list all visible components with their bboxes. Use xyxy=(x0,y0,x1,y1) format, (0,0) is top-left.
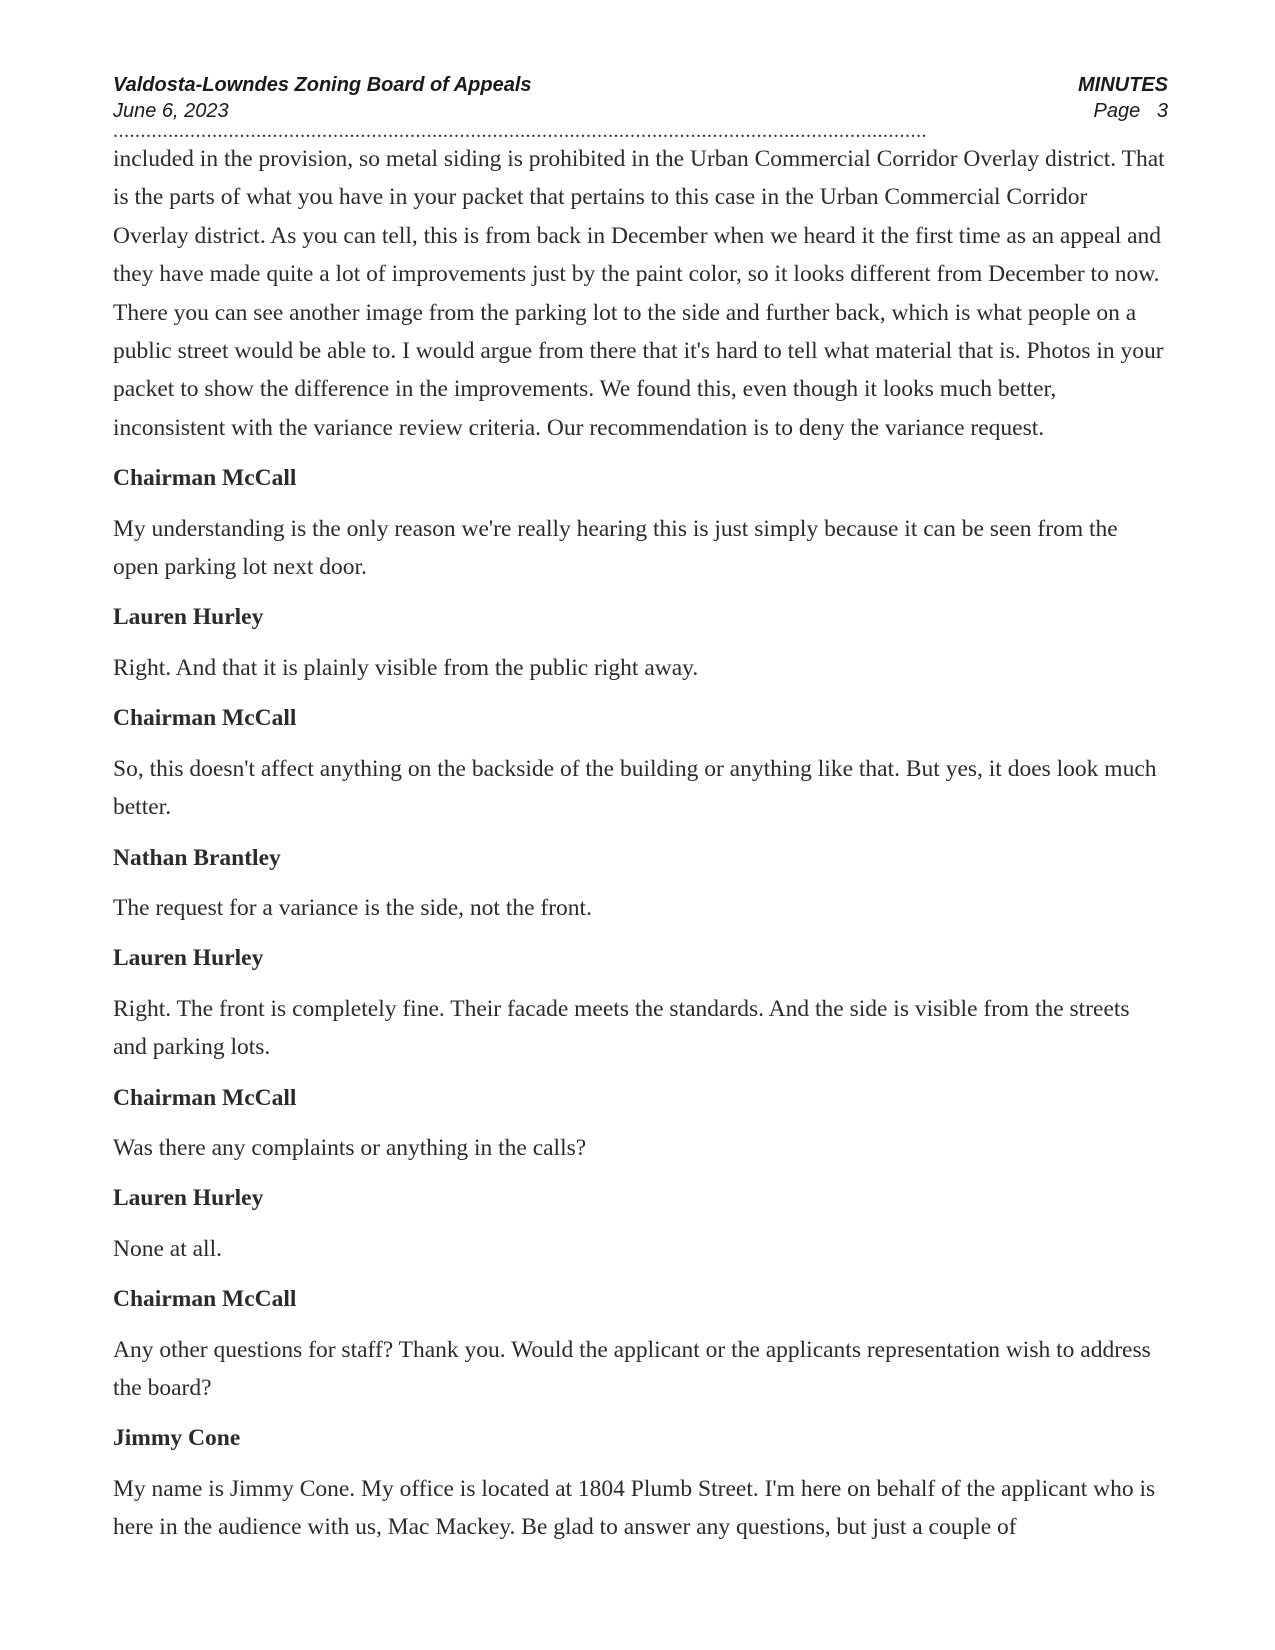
dotted-separator: .................................................................................................................................................... xyxy=(113,124,927,140)
transcript-paragraph: Was there any complaints or anything in the calls? xyxy=(113,1134,587,1161)
header-row-top xyxy=(113,72,1168,98)
document-page xyxy=(113,72,1168,1559)
document-type: MINUTES xyxy=(1078,74,1168,96)
speaker-name: Jimmy Cone xyxy=(113,1425,241,1452)
transcript-paragraph: included in the provision, so metal siding is prohibited in the Urban Commercial Corridor Overlay district. That is the parts of what you have in your packet that pertains to this case in the Urban Commercial Corridor Overlay district. As you can tell, this is from back in December when we heard it the first time as an appeal and they have made quite a lot of improvements just by the paint color, so it looks different from December to now. There you can see another image from the parking lot to the side and further back, which is what people on a public street would be able to. I would argue from there that it's hard to tell what material that is. Photos in your packet to show the difference in the improvements. We found this, even though it looks much better, inconsistent with the variance review criteria. Our recommendation is to deny the variance request. xyxy=(113,146,1165,441)
transcript-paragraph: Any other questions for staff? Thank you. Would the applicant or the applicants representation wish to address the board? xyxy=(113,1336,1151,1401)
page-indicator xyxy=(1093,98,1168,124)
minutes-body xyxy=(113,140,1168,1547)
meeting-date: June 6, 2023 xyxy=(113,100,229,122)
speaker-name: Nathan Brantley xyxy=(113,844,281,871)
header-row-bottom xyxy=(113,98,1168,124)
speaker-name: Lauren Hurley xyxy=(113,604,264,631)
speaker-name: Chairman McCall xyxy=(113,1286,297,1313)
speaker-name: Chairman McCall xyxy=(113,465,297,492)
organization-name: Valdosta-Lowndes Zoning Board of Appeals xyxy=(113,74,532,96)
speaker-name: Lauren Hurley xyxy=(113,945,264,972)
page-header xyxy=(113,72,1168,124)
page-label: Page xyxy=(1093,100,1141,122)
transcript-paragraph: Right. And that it is plainly visible from the public right away. xyxy=(113,654,699,681)
transcript-paragraph: None at all. xyxy=(113,1235,222,1262)
transcript-paragraph: So, this doesn't affect anything on the backside of the building or anything like that. But yes, it does look much better. xyxy=(113,755,1157,821)
speaker-name: Chairman McCall xyxy=(113,1084,297,1111)
transcript-paragraph: The request for a variance is the side, not the front. xyxy=(113,894,592,921)
page-number: 3 xyxy=(1156,100,1168,122)
transcript-paragraph: My understanding is the only reason we're really hearing this is just simply because it can be seen from the open parking lot next door. xyxy=(113,515,1118,581)
speaker-name: Lauren Hurley xyxy=(113,1185,264,1212)
speaker-name: Chairman McCall xyxy=(113,705,297,732)
transcript-paragraph: My name is Jimmy Cone. My office is located at 1804 Plumb Street. I'm here on behalf of the applicant who is here in the audience with us, Mac Mackey. Be glad to answer any questions, but just a couple of xyxy=(113,1475,1156,1541)
transcript-paragraph: Right. The front is completely fine. Their facade meets the standards. And the side is visible from the streets and parking lots. xyxy=(113,995,1130,1061)
